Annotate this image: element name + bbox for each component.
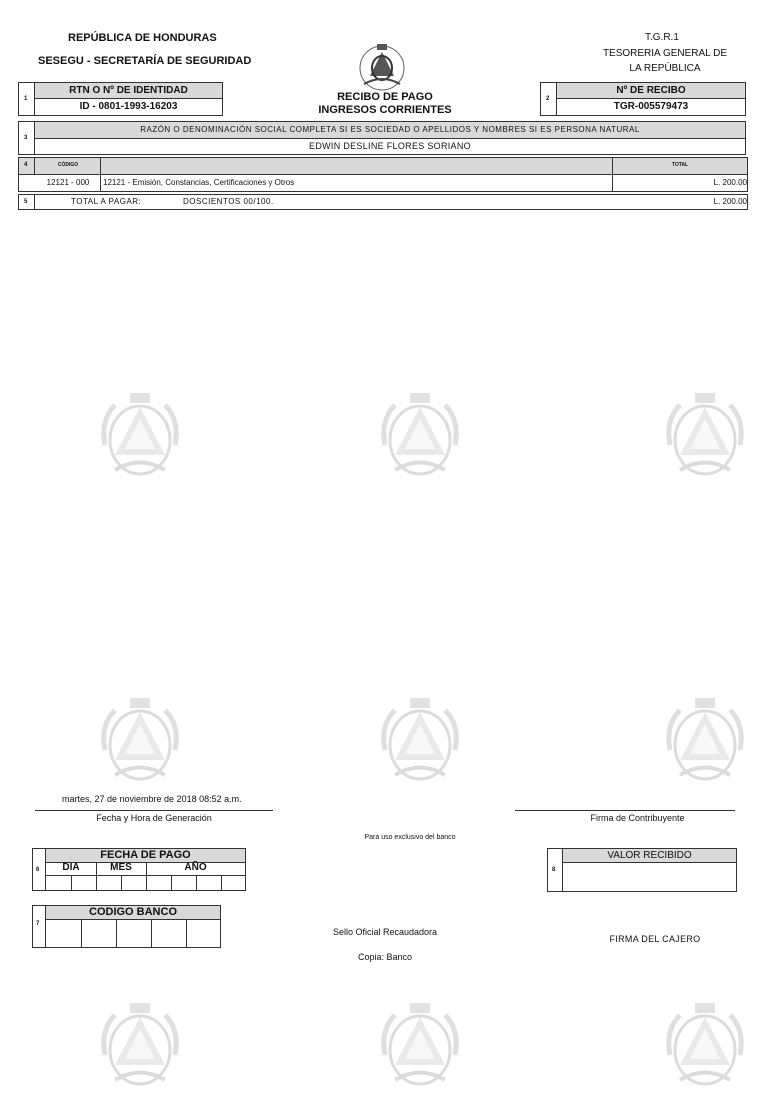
field-number: 5 — [24, 199, 28, 205]
field-number: 3 — [24, 135, 28, 141]
treasury-line-2: LA REPÚBLICA — [629, 63, 701, 74]
receipt-number-value: TGR-005579473 — [613, 101, 689, 112]
payment-date-box — [32, 848, 246, 891]
document-code: T.G.R.1 — [645, 32, 679, 43]
bank-code-title: CODIGO BANCO — [46, 906, 220, 920]
taxpayer-signature-label: Firma de Contribuyente — [590, 813, 685, 823]
bank-code-box — [32, 905, 221, 948]
name-value: EDWIN DESLINE FLORES SORIANO — [309, 141, 471, 151]
bank-use-note: Para uso exclusivo del banco — [364, 834, 456, 841]
name-label: RAZÓN O DENOMINACIÓN SOCIAL COMPLETA SI ES SOCIEDAD O APELLIDOS Y NOMBRES SI ES PERSONA NATURAL — [35, 122, 745, 139]
field-number: 4 — [24, 162, 28, 168]
concept-table — [18, 157, 748, 192]
generated-label: Fecha y Hora de Generación — [96, 813, 212, 823]
cashier-signature-label: FIRMA DEL CAJERO — [609, 934, 701, 944]
total-label: TOTAL A PAGAR: — [71, 197, 142, 206]
coat-of-arms-watermark-icon — [375, 690, 465, 790]
receipt-number-label: Nº DE RECIBO — [557, 83, 745, 99]
amount-received-box — [547, 848, 737, 892]
coat-of-arms-watermark-icon — [375, 385, 465, 485]
name-field — [18, 121, 746, 155]
republic-heading: REPÚBLICA DE HONDURAS — [68, 32, 217, 44]
row-description: 12121 - Emisión, Constancias, Certificaciones y Otros — [103, 178, 295, 187]
column-header-total: TOTAL — [671, 162, 689, 168]
receipt-number-field — [540, 82, 746, 116]
total-amount: L. 200.00 — [713, 197, 747, 206]
column-header-code: CÓDIGO — [57, 162, 79, 168]
coat-of-arms-watermark-icon — [95, 385, 185, 485]
field-number: 6 — [36, 867, 40, 873]
coat-of-arms-watermark-icon — [375, 995, 465, 1095]
official-seal-label: Sello Oficial Recaudadora — [332, 927, 438, 937]
coat-of-arms-watermark-icon — [660, 690, 750, 790]
row-code: 12121 - 000 — [46, 178, 90, 187]
amount-received-title: VALOR RECIBIDO — [563, 849, 736, 863]
ministry-heading: SESEGU - SECRETARÍA DE SEGURIDAD — [38, 55, 252, 67]
generated-at: martes, 27 de noviembre de 2018 08:52 a.m. — [62, 794, 242, 804]
treasury-line-1: TESORERIA GENERAL DE — [602, 48, 728, 59]
row-total: L. 200.00 — [713, 178, 747, 187]
coat-of-arms-watermark-icon — [95, 995, 185, 1095]
field-number: 2 — [546, 96, 550, 102]
id-label: RTN O Nº DE IDENTIDAD — [35, 83, 222, 99]
month-label: MES — [110, 862, 132, 873]
field-number: 7 — [36, 921, 40, 927]
receipt-title: RECIBO DE PAGO — [337, 91, 433, 103]
total-row — [18, 194, 748, 210]
receipt-subtitle: INGRESOS CORRIENTES — [318, 104, 452, 116]
coat-of-arms-watermark-icon — [660, 995, 750, 1095]
coat-of-arms-watermark-icon — [660, 385, 750, 485]
field-number: 8 — [552, 867, 556, 873]
id-value: ID - 0801-1993-16203 — [79, 101, 178, 112]
field-number: 1 — [24, 96, 28, 102]
id-field — [18, 82, 223, 116]
payment-date-title: FECHA DE PAGO — [46, 849, 245, 863]
coat-of-arms-icon — [352, 38, 412, 93]
copy-label: Copia: Banco — [357, 952, 413, 962]
table-row — [19, 175, 747, 191]
total-in-words: DOSCIENTOS 00/100. — [183, 197, 274, 206]
year-label: AÑO — [184, 862, 207, 873]
coat-of-arms-watermark-icon — [95, 690, 185, 790]
day-label: DIA — [62, 862, 80, 873]
